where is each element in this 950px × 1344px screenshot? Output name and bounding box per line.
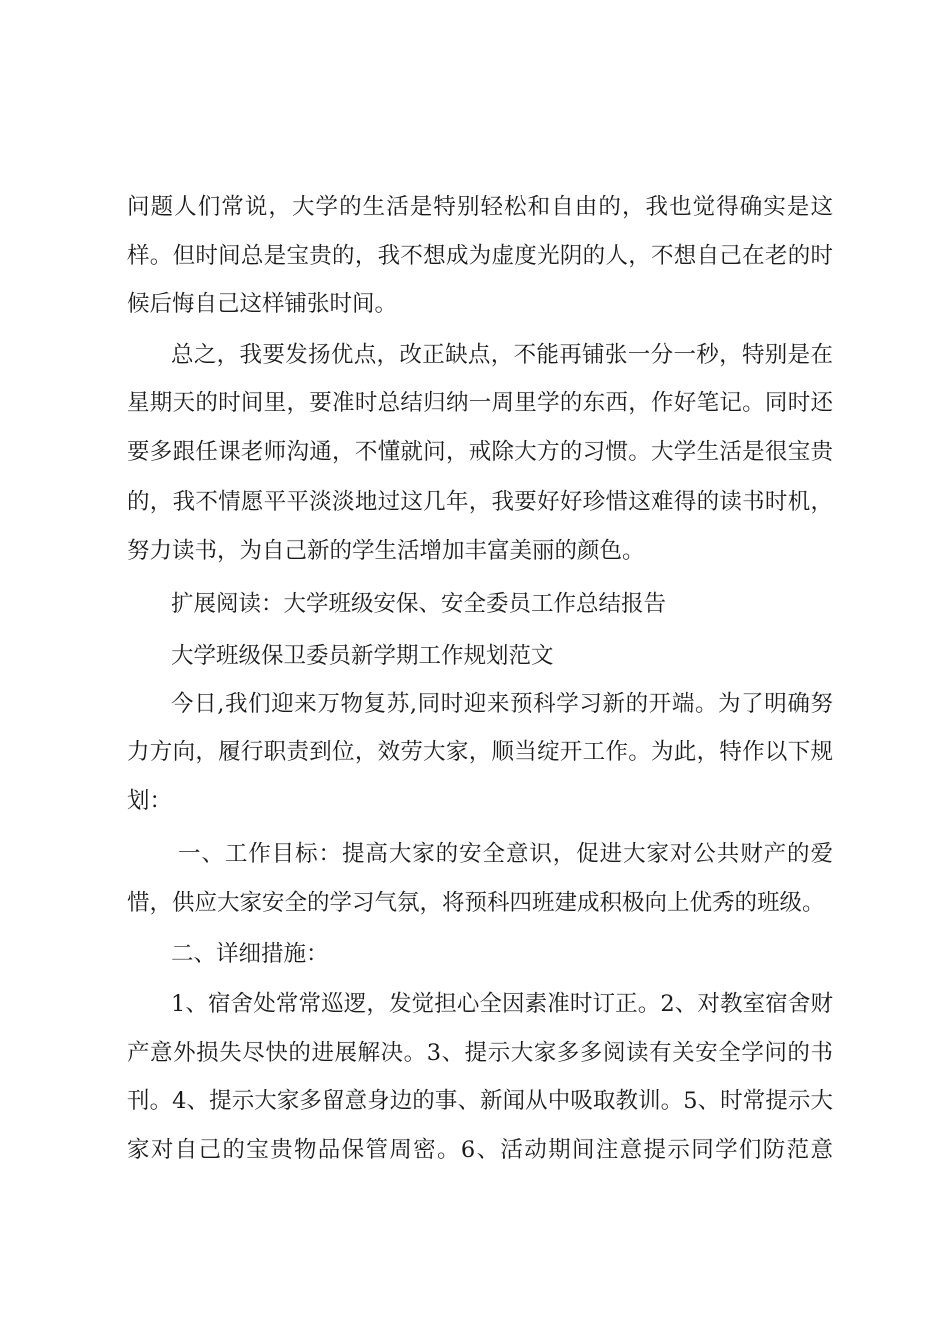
paragraph-line: 划： xyxy=(127,788,173,814)
paragraph-line: 惜，供应大家安全的学习气氛，将预科四班建成积极向上优秀的班级。 xyxy=(127,890,825,916)
paragraph-line: 样。但时间总是宝贵的，我不想成为虚度光阴的人，不想自己在老的时 xyxy=(127,243,833,269)
paragraph-line: 家对自己的宝贵物品保管周密。6、活动期间注意提示同学们防范意 xyxy=(127,1137,833,1163)
paragraph-line: 的，我不情愿平平淡淡地过这几年，我要好好珍惜这难得的读书时机， xyxy=(127,489,833,515)
extended-reading-line: 扩展阅读：大学班级安保、安全委员工作总结报告 xyxy=(171,591,667,617)
paragraph-line: 一、工作目标：提高大家的安全意识，促进大家对公共财产的爱 xyxy=(178,841,833,867)
paragraph-line: 星期天的时间里，要准时总结归纳一周里学的东西，作好笔记。同时还 xyxy=(127,390,833,416)
paragraph-line: 要多跟任课老师沟通，不懂就问，戒除大方的习惯。大学生活是很宝贵 xyxy=(127,439,833,465)
paragraph-line: 力方向，履行职责到位，效劳大家，顺当绽开工作。为此，特作以下规 xyxy=(127,739,833,765)
paragraph-line: 1、宿舍处常常巡逻，发觉担心全因素准时订正。2、对教室宿舍财 xyxy=(171,991,833,1017)
paragraph-line: 今日,我们迎来万物复苏,同时迎来预科学习新的开端。为了明确努 xyxy=(171,691,833,717)
paragraph-line: 问题人们常说，大学的生活是特别轻松和自由的，我也觉得确实是这 xyxy=(127,194,833,220)
paragraph-line: 努力读书，为自己新的学生活增加丰富美丽的颜色。 xyxy=(127,538,645,564)
paragraph-line: 刊。4、提示大家多留意身边的事、新闻从中吸取教训。5、时常提示大 xyxy=(127,1088,833,1114)
article-title: 大学班级保卫委员新学期工作规划范文 xyxy=(171,643,554,669)
paragraph-line: 产意外损失尽快的进展解决。3、提示大家多多阅读有关安全学问的书 xyxy=(127,1040,833,1066)
paragraph-line: 总之，我要发扬优点，改正缺点，不能再铺张一分一秒，特别是在 xyxy=(171,342,833,368)
section-heading: 二、详细措施： xyxy=(171,941,329,967)
paragraph-line: 候后悔自己这样铺张时间。 xyxy=(127,291,398,317)
